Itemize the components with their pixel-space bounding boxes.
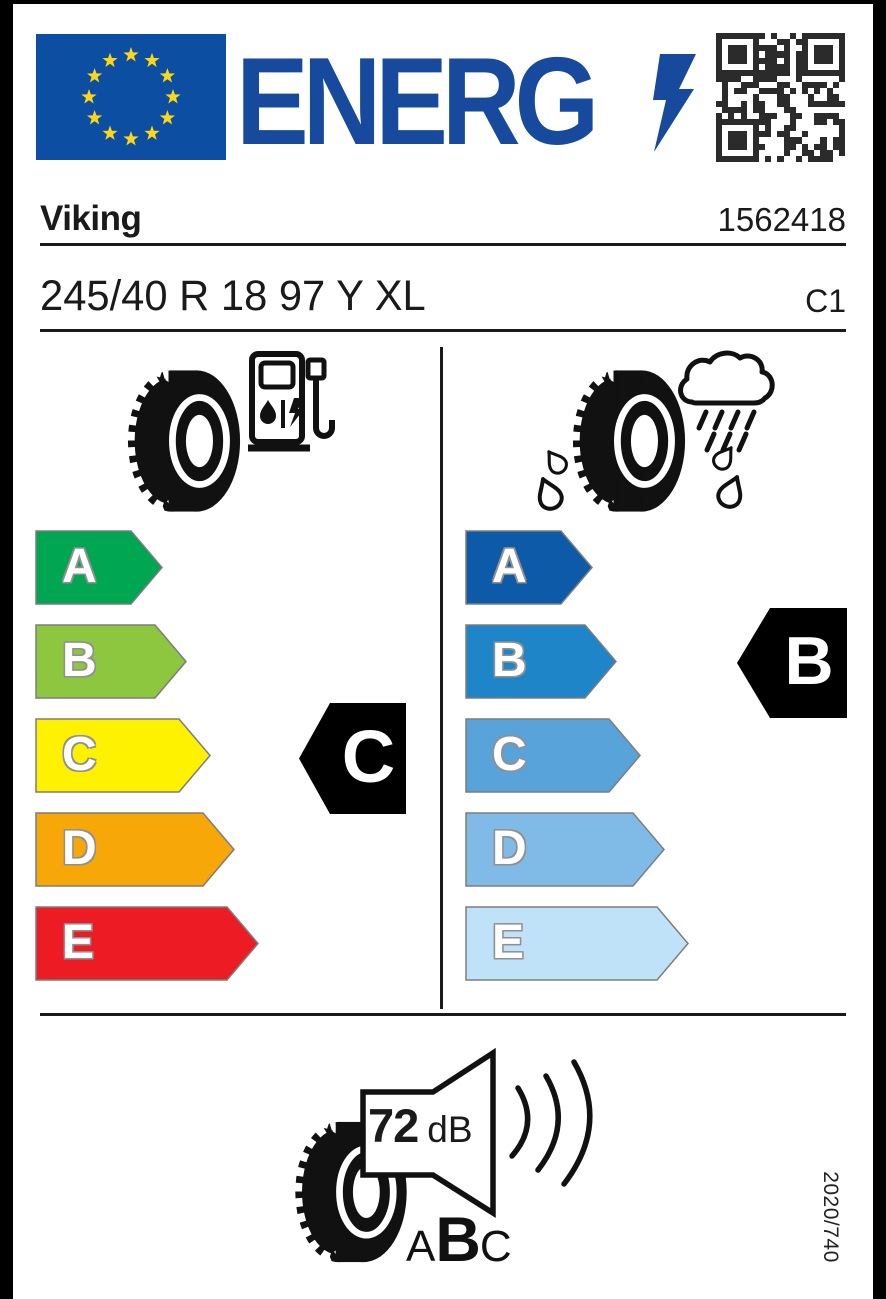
wet-grip-rating-letter: B: [784, 623, 834, 699]
fuel-grade-letter: A: [62, 540, 97, 593]
article-number: 1562418: [717, 201, 846, 238]
fuel-rating-letter: C: [341, 715, 396, 798]
wet-grade-A: [465, 530, 593, 605]
regulation-number: 2020/740: [819, 1171, 842, 1263]
fuel-grade-C: [35, 718, 211, 793]
wet-grade-B: [465, 624, 617, 699]
divider-line: [40, 329, 846, 332]
divider-line: [40, 1013, 846, 1016]
wet-grade-E: [465, 906, 689, 981]
noise-value-group: [368, 1098, 473, 1153]
energy-logo-text: ENERG: [236, 33, 594, 171]
vertical-divider: [440, 347, 443, 1009]
wet-grade-letter: B: [492, 634, 527, 687]
wet-grade-letter: E: [492, 916, 525, 969]
fuel-grade-E: [35, 906, 259, 981]
fuel-grade-B: [35, 624, 187, 699]
tyre-size-designation: 245/40 R 18 97 Y XL: [40, 272, 426, 320]
noise-class-scale: [406, 1204, 512, 1276]
sound-waves-icon: [508, 1054, 608, 1194]
wet-grade-C: [465, 718, 641, 793]
noise-class-a: A: [406, 1222, 436, 1271]
fuel-pump-icon: [246, 348, 338, 454]
fuel-rating-indicator: [299, 702, 407, 815]
noise-class-c: C: [479, 1222, 512, 1271]
rain-drops-icon: [699, 412, 754, 450]
eu-flag: [36, 34, 226, 160]
fuel-grade-D: [35, 812, 235, 887]
wet-grade-letter: C: [492, 728, 527, 781]
lightning-bolt-icon: [648, 54, 702, 152]
brand-name: Viking: [40, 199, 142, 238]
label-border-top: [0, 0, 886, 4]
rain-cloud-icon: [672, 348, 784, 466]
fuel-grade-letter: D: [62, 822, 97, 875]
noise-unit: dB: [427, 1109, 473, 1150]
noise-class-b: B: [435, 1205, 480, 1275]
wet-grip-rating-indicator: [737, 607, 848, 719]
qr-code: [716, 33, 845, 162]
fuel-grade-letter: B: [62, 634, 97, 687]
label-border-right: [873, 0, 886, 1299]
divider-line: [40, 243, 846, 246]
wet-grade-letter: D: [492, 822, 527, 875]
fuel-efficiency-tire-icon: [126, 366, 242, 516]
fuel-grade-letter: E: [62, 916, 95, 969]
wet-grade-D: [465, 812, 665, 887]
wet-grade-letter: A: [492, 540, 527, 593]
label-border-left: [0, 0, 13, 1299]
fuel-grade-letter: C: [62, 728, 97, 781]
fuel-grade-A: [35, 530, 163, 605]
noise-value: 72: [368, 1099, 419, 1152]
tyre-class: C1: [805, 283, 846, 319]
